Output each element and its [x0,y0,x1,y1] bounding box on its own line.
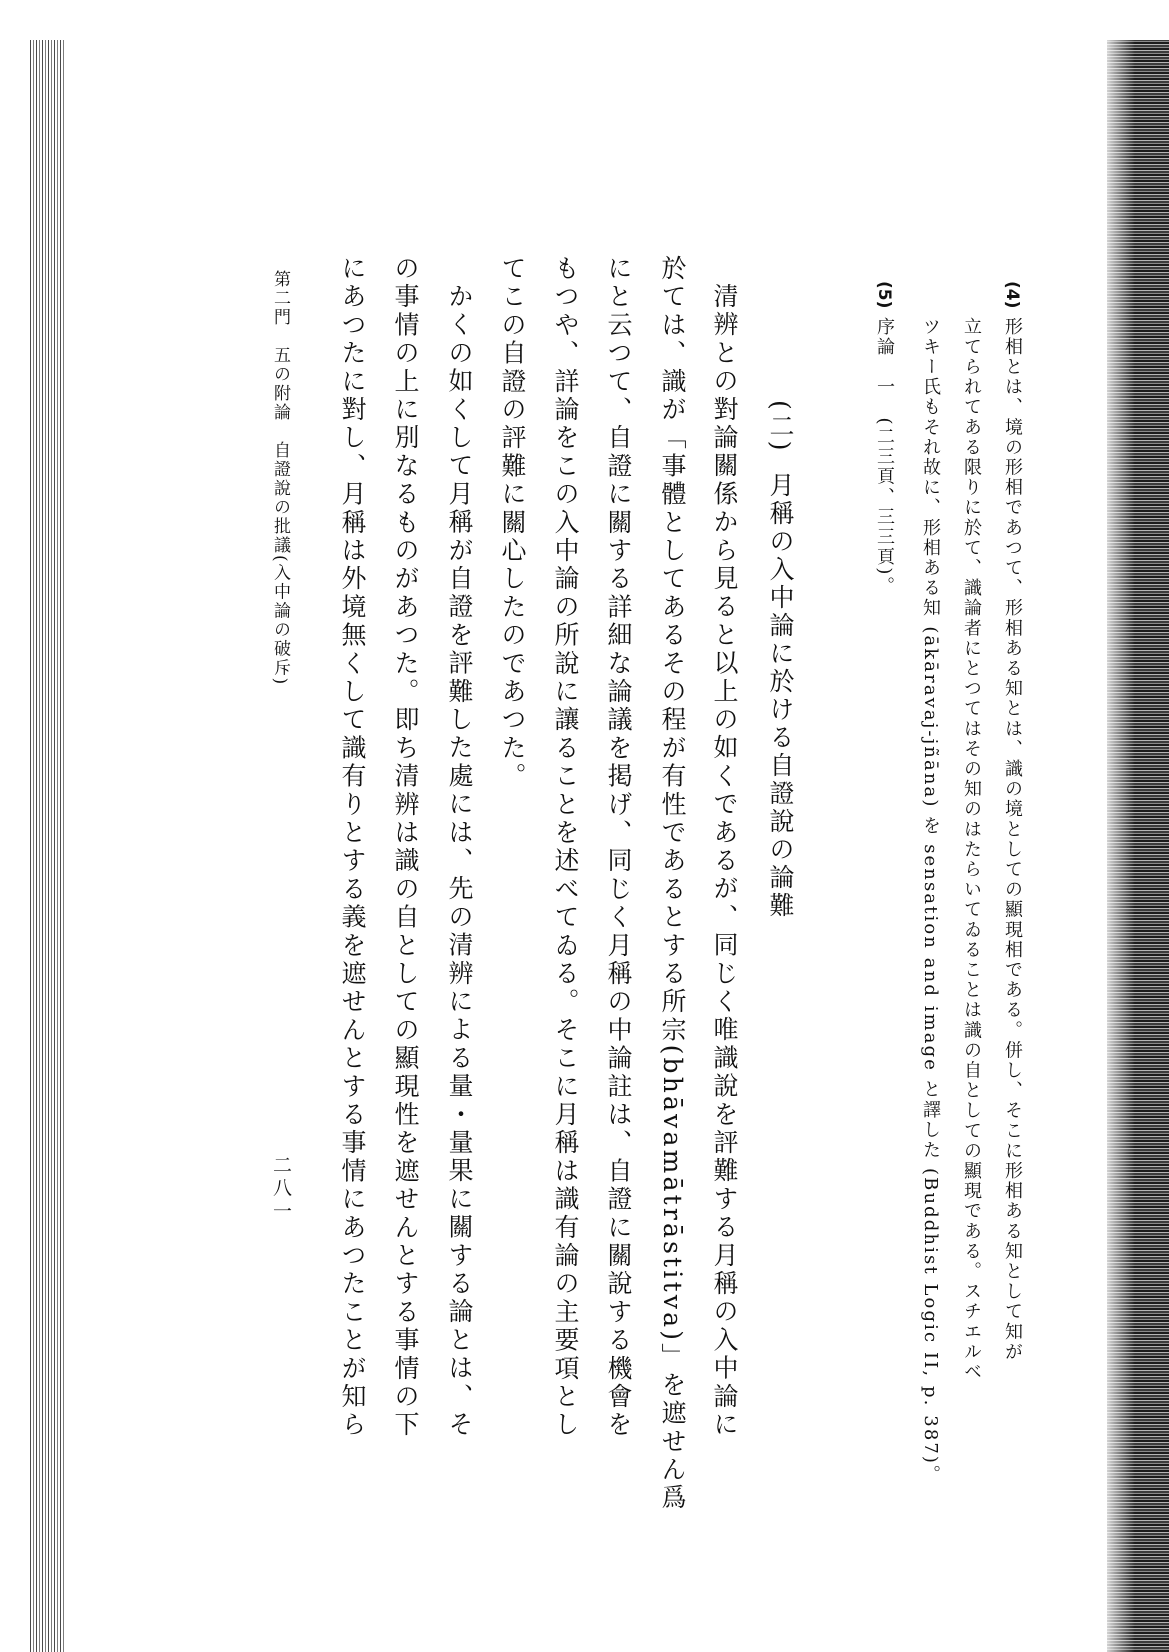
body-line-3: にと云つて、自證に關する詳細な論議を掲げ、同じく月稱の中論註は、自證に關說する機會を [604,255,633,1440]
running-head: 第二門 五の附論 自證說の批議(入中論の破斥) [270,270,290,687]
body-line-2: 於ては、識が「事體としてあるその程が有性であるとする所宗(bhāvamātrāstitva)」を遮せん爲 [658,255,687,1513]
body-line-4: もつや、詳論をこの入中論の所說に讓ることを述べてゐる。そこに月稱は識有論の主要項とし [551,255,580,1440]
page-number: 二八一 [270,1155,292,1224]
section-title: 月稱の入中論に於ける自證說の論難 [766,472,795,920]
body-line-6: かくの如くして月稱が自證を評難した處には、先の清辨による量・量果に關する論とは、そ [445,283,474,1440]
body-line-5: てこの自證の評難に關心したのであつた。 [498,255,527,791]
note-4-line-1: 形相とは、境の形相であつて、形相ある知とは、識の境としての顯現相である。併し、そこに形相ある知として知が [1002,317,1023,1363]
binding-edge [30,40,64,1652]
note-marker-4: (4) [1002,281,1022,309]
page-edge [1107,40,1169,1652]
note-4-line-2: 立てられてある限りに於て、識論者にとつてはその知のはたらいてゐることは識の自としての顯現である。スチエルベ [961,317,982,1383]
note-5-text: 序論 一 (二三頁、三三頁)。 [874,317,895,597]
body-line-1: 清辨との對論關係から見ると以上の如くであるが、同じく唯識說を評難する月稱の入中論に [710,283,739,1440]
note-marker-5: (5) [874,281,894,309]
note-4-line-3: ツキー氏もそれ故に、形相ある知 (ākāravaj-jñāna) を sensation and image と譯した (Buddhist Logic II, p. 387)。 [920,317,941,1486]
body-line-8: にあつたに對し、月稱は外境無くして識有りとする義を遮せんとする事情にあつたことが知ら [338,255,367,1440]
body-line-7: の事情の上に別なるものがあつた。即ち清辨は識の自としての顯現性を遮せんとする事情の下 [391,255,420,1440]
section-number: (二) [766,400,795,454]
